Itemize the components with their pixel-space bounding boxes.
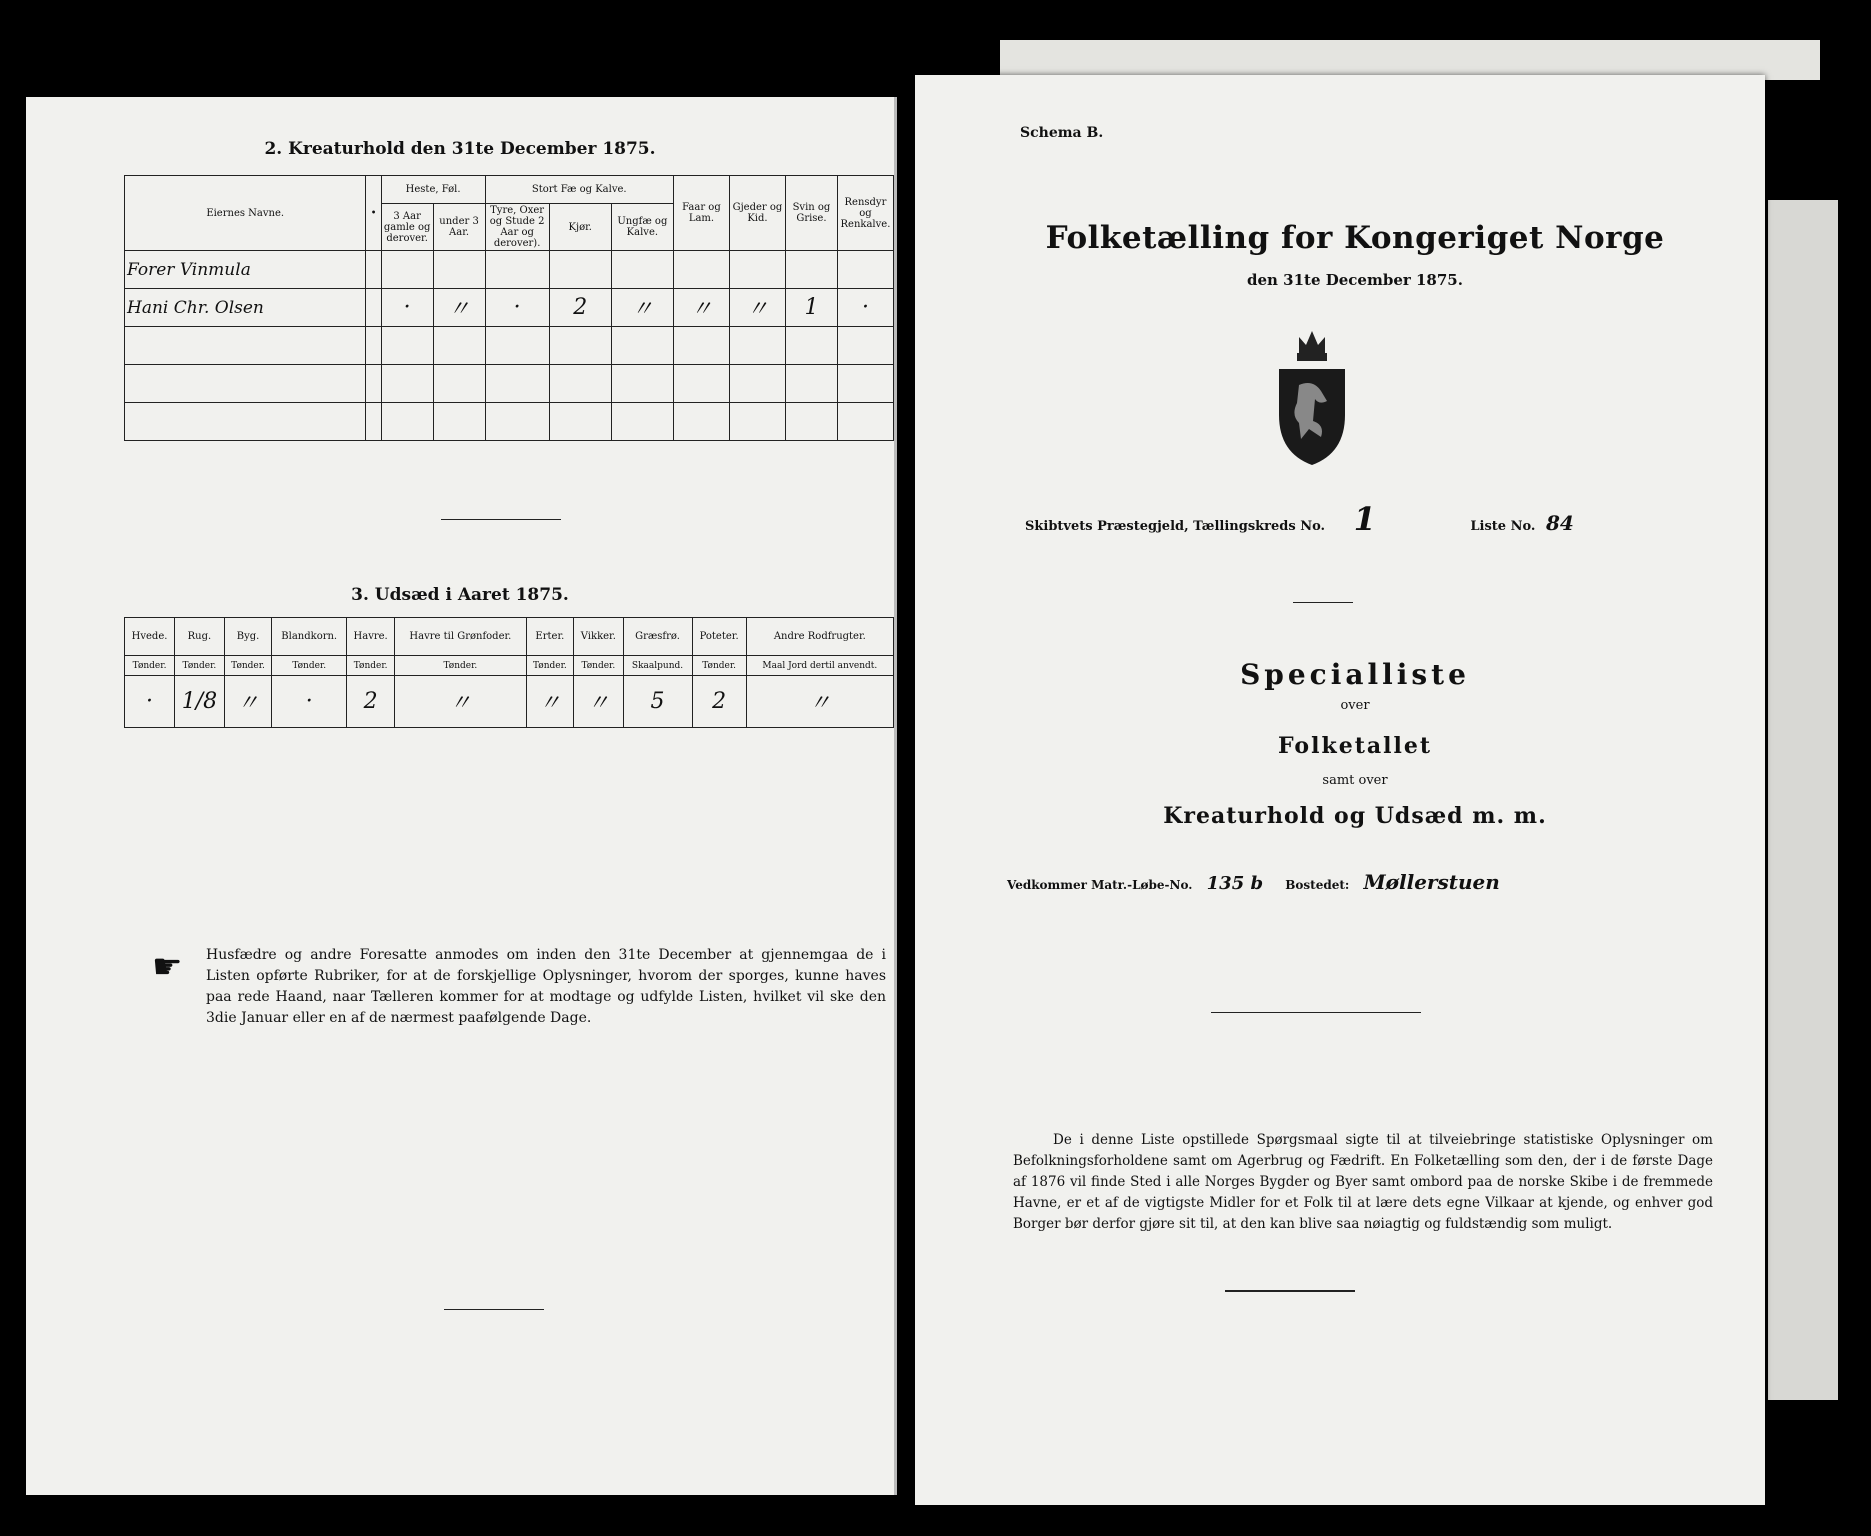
rensdyr-header: Rensdyr og Renkalve.: [837, 176, 893, 251]
udsaed-header: Havre til Grønfoder.: [395, 618, 526, 656]
count-cell: [611, 403, 673, 441]
liste-number: 84: [1546, 511, 1574, 535]
udsaed-unit: Skaalpund.: [623, 656, 692, 676]
count-cell: [433, 403, 485, 441]
count-cell: [785, 403, 837, 441]
owner-name-cell: [125, 403, 366, 441]
heste-old-header: 3 Aar gamle og derover.: [381, 204, 433, 251]
count-cell: [381, 251, 433, 289]
count-cell: [837, 365, 893, 403]
owner-name-cell: [125, 327, 366, 365]
count-cell: [673, 365, 729, 403]
faar-header: Faar og Lam.: [673, 176, 729, 251]
matr-line: [1007, 870, 1727, 894]
count-cell: [673, 251, 729, 289]
udsaed-value: 2: [692, 676, 746, 728]
udsaed-value: ·: [125, 676, 175, 728]
schema-label: Schema B.: [1020, 125, 1104, 141]
udsaed-header: Byg.: [224, 618, 272, 656]
count-cell: [837, 403, 893, 441]
udsaed-value: 5: [623, 676, 692, 728]
stacked-pages-right-edge: [1768, 200, 1838, 1400]
count-cell: [785, 365, 837, 403]
table-row: [125, 403, 894, 441]
count-cell: [433, 251, 485, 289]
table-row: [125, 365, 894, 403]
count-cell: [549, 403, 611, 441]
kreatur-title: 2. Kreaturhold den 31te December 1875.: [264, 139, 656, 159]
divider-1: [441, 519, 561, 520]
bosted-value: Møllerstuen: [1363, 870, 1500, 894]
count-cell: 〃: [729, 289, 785, 327]
table-row: [125, 327, 894, 365]
count-cell: [673, 327, 729, 365]
count-cell: [729, 251, 785, 289]
udsaed-header: Andre Rodfrugter.: [746, 618, 893, 656]
notice-text: Husfædre og andre Foresatte anmodes om inden den 31te December at gjennemgaa de i Listen opførte Rubriker, for at de forskjellige Oplysninger, hvorom der sporges, kunne haves paa rede Haand, naar Tælleren kommer for at modtage og udfylde Listen, hvilket vil ske den 3die Januar eller en af de nærmest paafølgende Dage.: [206, 947, 886, 1026]
kreatur-udsaed-title: Kreaturhold og Udsæd m. m.: [1163, 803, 1547, 829]
district-line: [1025, 500, 1725, 538]
count-cell: [433, 327, 485, 365]
owner-name-cell: Forer Vinmula: [125, 251, 366, 289]
coat-of-arms-icon: [1269, 325, 1355, 467]
udsaed-value: 〃: [395, 676, 526, 728]
heste-young-header: under 3 Aar.: [433, 204, 485, 251]
stacked-pages-right-top: [1000, 40, 1820, 80]
udsaed-unit: Tønder.: [272, 656, 347, 676]
right-page: [915, 75, 1765, 1505]
kreatur-table: Eiernes Navne. • Heste, Føl. Stort Fæ og Kalve. Faar og Lam. Gjeder og Kid. Svin og Grise. Rensdyr og Renkalve. 3 Aar gamle og derover. under 3 Aar. Tyre, Oxer og Stude 2 Aar og derover). Kjør. Ungfæ og Kalve. Forer Vinmula Hani Chr. Olsen · 〃 · 2 〃 〃 〃 1 ·: [124, 175, 894, 441]
specialliste-title: Specialliste: [1240, 658, 1470, 691]
ungfae-header: Ungfæ og Kalve.: [611, 204, 673, 251]
udsaed-table: [124, 617, 894, 728]
udsaed-unit: Tønder.: [347, 656, 395, 676]
name-header: Eiernes Navne.: [125, 176, 366, 251]
count-cell: [837, 251, 893, 289]
udsaed-value: 1/8: [175, 676, 225, 728]
udsaed-unit: Tønder.: [125, 656, 175, 676]
owner-name-cell: Hani Chr. Olsen: [125, 289, 366, 327]
left-page: [26, 97, 897, 1495]
count-cell: ·: [381, 289, 433, 327]
udsaed-value: 〃: [746, 676, 893, 728]
table-row: [125, 289, 894, 327]
count-cell: [785, 251, 837, 289]
count-cell: [729, 327, 785, 365]
udsaed-header: Poteter.: [692, 618, 746, 656]
udsaed-title: 3. Udsæd i Aaret 1875.: [351, 585, 569, 605]
svin-header: Svin og Grise.: [785, 176, 837, 251]
tyre-header: Tyre, Oxer og Stude 2 Aar og derover).: [485, 204, 549, 251]
count-cell: [381, 327, 433, 365]
count-cell: [549, 327, 611, 365]
gjeder-header: Gjeder og Kid.: [729, 176, 785, 251]
count-cell: [381, 403, 433, 441]
udsaed-unit: Tønder.: [224, 656, 272, 676]
udsaed-unit: Maal Jord dertil anvendt.: [746, 656, 893, 676]
udsaed-header: Græsfrø.: [623, 618, 692, 656]
udsaed-header: Blandkorn.: [272, 618, 347, 656]
count-cell: [485, 251, 549, 289]
udsaed-unit: Tønder.: [692, 656, 746, 676]
stort-header: Stort Fæ og Kalve.: [485, 176, 673, 204]
count-cell: [611, 327, 673, 365]
udsaed-header: Havre.: [347, 618, 395, 656]
udsaed-value: 〃: [224, 676, 272, 728]
divider-3: [1293, 602, 1353, 603]
count-cell: 〃: [611, 289, 673, 327]
udsaed-value: 〃: [526, 676, 574, 728]
intro-paragraph: De i denne Liste opstillede Spørgsmaal sigte til at tilveiebringe statistiske Oplysninger om Befolkningsforholdene samt om Agerbrug og Fædrift. En Folketælling som den, der i de første Dage af 1876 vil finde Sted i alle Norges Bygder og Byer samt ombord paa de norske Skibe i de fremmede Havne, er et af de vigtigste Midler for et Folk til at lære dets egne Vilkaar at kjende, og enhver god Borger bør derfor gjøre sit til, at den kan blive saa nøiagtig og fuldstændig som muligt.: [1013, 1132, 1713, 1232]
count-cell: [549, 365, 611, 403]
matr-number: 135 b: [1206, 873, 1264, 894]
count-cell: [549, 251, 611, 289]
count-cell: ·: [485, 289, 549, 327]
heste-header: Heste, Føl.: [381, 176, 485, 204]
count-cell: [729, 365, 785, 403]
main-title: Folketælling for Kongeriget Norge: [1045, 220, 1665, 256]
divider-2: [444, 1309, 544, 1310]
samt-over-label: samt over: [1322, 773, 1388, 788]
kjor-header: Kjør.: [549, 204, 611, 251]
count-cell: [673, 403, 729, 441]
count-cell: 〃: [433, 289, 485, 327]
count-cell: 1: [785, 289, 837, 327]
count-cell: [729, 403, 785, 441]
folketallet-title: Folketallet: [1278, 733, 1432, 759]
count-cell: 2: [549, 289, 611, 327]
udsaed-unit: Tønder.: [175, 656, 225, 676]
divider-5: [1225, 1290, 1355, 1292]
udsaed-unit: Tønder.: [574, 656, 623, 676]
bosted-prefix: Bostedet:: [1285, 878, 1350, 892]
divider-4: [1211, 1012, 1421, 1013]
pointing-hand-icon: ☛: [152, 947, 183, 987]
count-cell: [485, 365, 549, 403]
udsaed-header: Vikker.: [574, 618, 623, 656]
count-cell: [485, 327, 549, 365]
district-number: 1: [1353, 500, 1376, 538]
liste-prefix: Liste No.: [1470, 519, 1536, 534]
matr-prefix: Vedkommer Matr.-Løbe-No.: [1007, 878, 1193, 892]
udsaed-value: 〃: [574, 676, 623, 728]
udsaed-header: Rug.: [175, 618, 225, 656]
count-cell: [433, 365, 485, 403]
date-line: den 31te December 1875.: [1247, 271, 1463, 289]
udsaed-unit: Tønder.: [526, 656, 574, 676]
udsaed-value: 2: [347, 676, 395, 728]
udsaed-header: Erter.: [526, 618, 574, 656]
over-label-1: over: [1340, 698, 1370, 713]
count-cell: [485, 403, 549, 441]
count-cell: [381, 365, 433, 403]
udsaed-unit: Tønder.: [395, 656, 526, 676]
count-cell: 〃: [673, 289, 729, 327]
owner-name-cell: [125, 365, 366, 403]
count-cell: [611, 251, 673, 289]
table-row: [125, 251, 894, 289]
udsaed-header: Hvede.: [125, 618, 175, 656]
udsaed-value: ·: [272, 676, 347, 728]
count-cell: [785, 327, 837, 365]
count-cell: [837, 327, 893, 365]
count-cell: [611, 365, 673, 403]
district-prefix: Skibtvets Præstegjeld, Tællingskreds No.: [1025, 519, 1326, 534]
count-cell: ·: [837, 289, 893, 327]
